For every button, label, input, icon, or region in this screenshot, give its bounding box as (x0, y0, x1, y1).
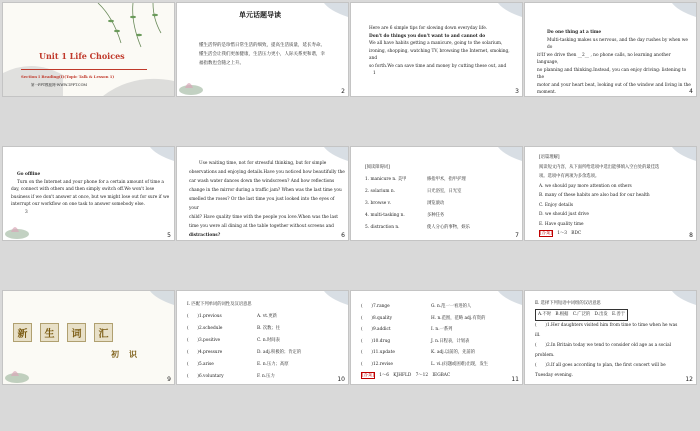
section-heading: [语篇理解] (539, 155, 560, 160)
match-word: ( )1.previous (187, 314, 222, 319)
slide-number: 3 (515, 88, 519, 95)
match-meaning: D. adj.积极的；肯定的 (257, 350, 302, 355)
vocab-meaning: 日光浴室，日光室 (427, 189, 462, 194)
match-row (361, 301, 517, 313)
slide-number: 6 (341, 232, 345, 239)
match-row (187, 323, 343, 335)
text-line: 3 (25, 209, 28, 215)
text-line: no planning and thinking.Instead, you can enjoy driving: listening to the (537, 67, 687, 80)
slide-number: 10 (337, 376, 345, 383)
match-meaning: G. n.范一一看进的人 (431, 304, 472, 309)
lotus-decoration (3, 214, 43, 240)
text-line: it!If we drive then __2__ , no phone calls, no learning another language, (537, 52, 671, 65)
option-line: C. Enjoy details (539, 202, 574, 208)
text-line: Tuesday evening. (535, 373, 574, 378)
text-line: child? Have quality time with the people you love.When was the last (189, 215, 339, 220)
text-line: so forth.We can save time and money by cutting these out, and (369, 63, 507, 69)
match-word: ( )6.voluntary (187, 374, 224, 379)
slide-number: 2 (341, 88, 345, 95)
match-meaning: L. vi.(问题或困难)出现，发生 (431, 361, 489, 367)
text-line: day, connect with others and then simply switch off.We won't lose (11, 187, 155, 192)
text-line: Go offline (17, 172, 41, 177)
text-line: motor and your heart beat, looking out of the window and living in the (537, 82, 691, 88)
ink-corner-decoration (144, 147, 174, 169)
text-line: ( )2.In Britain today we tend to consider old age as a social (535, 343, 672, 348)
slide-thumbnail-3[interactable] (351, 3, 522, 96)
slide-number: 5 (167, 232, 171, 239)
slide-body (535, 299, 691, 381)
answer-text: 1～6 KJHFLD 7～12 IEGBAC (379, 373, 451, 378)
subtitle-char: 初 (111, 349, 119, 359)
slide-thumbnail-2[interactable] (177, 3, 348, 96)
match-meaning: A. vt.更新 (257, 314, 277, 319)
match-meaning: H. n.范围，范畴 adj.有资的 (431, 315, 486, 321)
text-line: Here are 6 simple tips for slowing down everyday life. (369, 26, 488, 31)
match-word: ( )4.pressure (187, 350, 223, 355)
ink-corner-decoration (666, 3, 696, 25)
vocab-term: 2. solarium n. (365, 189, 395, 194)
answer-tag: [答案] (362, 373, 374, 378)
match-row (361, 313, 517, 325)
text-line: moment. (537, 90, 557, 95)
text-line: problem. (535, 353, 555, 358)
section-heading: [阅读障碍词] (365, 165, 390, 170)
match-word: ( )7.range (361, 304, 390, 309)
ink-corner-decoration (144, 291, 174, 313)
vocab-term: 3. browse v. (365, 201, 391, 206)
slide-thumbnail-8[interactable] (525, 147, 696, 240)
match-word: ( )11.update (361, 350, 395, 355)
vocab-term: 1. manicure n. 美甲 (365, 177, 407, 182)
red-rule (21, 69, 147, 70)
slide-body: 懂生活得的是珍惜日常生活的细致，提高生活质量，延长寿命。懂生活会让我们更加健康，生活压力更小，人际关系更和谐，幸福指数也会随之上升。 (199, 43, 325, 66)
match-row (187, 371, 343, 383)
vocab-row (365, 210, 515, 222)
slide-body (539, 153, 691, 239)
section-heading: Ⅱ. 选择下列短语中词组的汉语意思 (535, 301, 601, 306)
match-meaning: B. 次数；往 (257, 326, 281, 331)
slide-number: 11 (511, 376, 519, 383)
text-line: time you were all dining at the table together without screens and (189, 224, 334, 229)
match-meaning: K. adj.以前的，先前的 (431, 350, 476, 355)
text-line: Do one thing at a time (547, 30, 602, 35)
match-meaning: J. n.日程表，计划表 (431, 338, 470, 344)
match-row (361, 336, 517, 348)
match-word: ( )2.schedule (187, 326, 223, 331)
slide-thumbnail-1[interactable] (3, 3, 174, 96)
slide-thumbnail-11[interactable] (351, 291, 522, 384)
subtitle-row (111, 349, 137, 360)
match-meaning: F. n.压力 (257, 374, 275, 379)
slide-body (365, 162, 515, 234)
option-line: E. Have quality time (539, 221, 584, 227)
match-row (361, 347, 517, 359)
text-line: ( )1.Her daughters visited him from time to time when he was (535, 323, 678, 328)
text-line: business if we don't answer at once, but we might lose out for sure if we (11, 194, 170, 200)
match-word: ( )5.arise (187, 362, 214, 367)
match-row (187, 335, 343, 347)
slide-thumbnail-12[interactable] (525, 291, 696, 384)
slide-title: 单元话题导读 (239, 10, 281, 19)
match-row (187, 311, 343, 323)
vocab-meaning: 修指甲术，指甲护理 (427, 177, 466, 182)
text-line: Use waiting time, not for stressful thinking, but for simple (199, 161, 327, 166)
section-heading: Ⅰ. 匹配下列单词的词性及汉语意思 (187, 302, 252, 307)
slide-body (361, 301, 517, 382)
text-line: Don't do things you don't want to and cannot do (369, 33, 486, 39)
slide-thumbnail-6[interactable] (177, 147, 348, 240)
vocab-meaning: 使人分心的事物，娱乐 (427, 225, 470, 230)
slide-body (369, 25, 519, 78)
vocab-term: 4. multi-tasking n. (365, 213, 405, 218)
text-line: ironing, shopping, watching TV, browsing the Internet, smoking, and (369, 48, 510, 61)
match-word: ( )12.revise (361, 361, 393, 367)
match-meaning: E. n.压力；高原 (257, 362, 289, 367)
vocab-row (365, 222, 515, 234)
text-line: distractions? (189, 233, 221, 238)
ink-branch-decoration (3, 3, 174, 96)
match-meaning: I. n.一系列 (431, 327, 453, 332)
vocab-row (365, 186, 515, 198)
answer-tag: [答案] (540, 231, 552, 236)
slide-thumbnail-5[interactable] (3, 147, 174, 240)
answer-text: 1～3 BDC (557, 231, 582, 236)
slide-thumbnail-7[interactable] (351, 147, 522, 240)
slide-body (187, 299, 343, 383)
slide-thumbnail-10[interactable] (177, 291, 348, 384)
text-line: Turn on the Internet and your phone for a certain amount of time a (17, 179, 164, 185)
vocab-meaning: 浏览滚动 (427, 201, 445, 206)
text-line: ( )3.If all goes according to plan, the first concert will be (535, 363, 666, 368)
match-row (361, 359, 517, 371)
title-char-box: 词 (67, 323, 86, 342)
text-line: Multi-tasking makes us nervous, and the day rushes by when we do (547, 37, 688, 50)
title-char-box: 汇 (94, 323, 113, 342)
answer-line (361, 370, 517, 382)
option-line: D. we should just drive (539, 212, 589, 217)
match-row (361, 324, 517, 336)
slide-number: 7 (515, 232, 519, 239)
slide-number: 8 (689, 232, 693, 239)
text-line: interrupt our workflow on one task to answer somebody else. (11, 202, 145, 207)
slide-thumbnail-4[interactable] (525, 3, 696, 96)
text-line: observations and enjoying details.Have you noticed how beautifully the (189, 170, 345, 175)
title-char-box: 生 (40, 323, 59, 342)
slide-number: 4 (689, 88, 693, 95)
site-label: 第一PPT模板网-WWW.1PPT.COM (31, 83, 88, 87)
option-line: A. we should pay more attention on others (539, 183, 632, 189)
match-word: ( )9.addict (361, 327, 391, 332)
option-line: B. many of these habits are also bad for our health (539, 193, 650, 198)
lotus-decoration (177, 70, 217, 96)
ink-corner-decoration (318, 3, 348, 25)
slide-number: 12 (685, 376, 693, 383)
vocab-row (365, 174, 515, 186)
match-row (187, 359, 343, 371)
text-line: 1 (373, 71, 376, 76)
text-line: We all have habits getting a manicure, going to the solarium, (369, 41, 503, 46)
match-meaning: C. n.时间表 (257, 338, 280, 343)
text-line: smelled the roses? Or the last time you just looked into the eyes of your (189, 197, 335, 211)
lotus-decoration (3, 358, 43, 384)
slide-body (537, 29, 693, 96)
subtitle-char: 识 (129, 349, 137, 359)
text-line: ill. (535, 333, 541, 338)
text-line: 项。选项中有两项为多余选项。 (539, 174, 600, 179)
slide-title: Unit 1 Life Choices (39, 51, 125, 61)
ink-corner-decoration (492, 3, 522, 25)
match-word: ( )10.drug (361, 338, 391, 344)
vocab-row (365, 198, 515, 210)
phrase-options: A.不时 B.根据 C.广泛的 D.出发 E.善于 (535, 309, 628, 321)
slide-subtitle: Section Ⅰ Reading(Ⅰ)(Topic Talk & Lesson 1) (21, 74, 115, 79)
match-word: ( )8.quality (361, 315, 393, 321)
vocab-term: 5. distraction n. (365, 225, 400, 230)
text-line: change in the mirror during a traffic jam? When was the last time you (189, 188, 342, 193)
text-line: 阅读短文内容，从下面所给选项中选出能够填入空白处的最佳选 (539, 164, 660, 170)
match-row (187, 347, 343, 359)
slide-number: 9 (167, 376, 171, 383)
slide-body (11, 171, 171, 216)
title-char-box: 新 (13, 323, 32, 342)
slide-body (189, 159, 345, 240)
text-line: car wash water dances down the windscreen? And how reflections (189, 179, 335, 184)
answer-line (539, 229, 691, 239)
vocab-meaning: 多种任务 (427, 213, 445, 218)
slide-thumbnail-9[interactable] (3, 291, 174, 384)
vocab-title-row (13, 323, 113, 342)
match-word: ( )3.positive (187, 338, 221, 343)
